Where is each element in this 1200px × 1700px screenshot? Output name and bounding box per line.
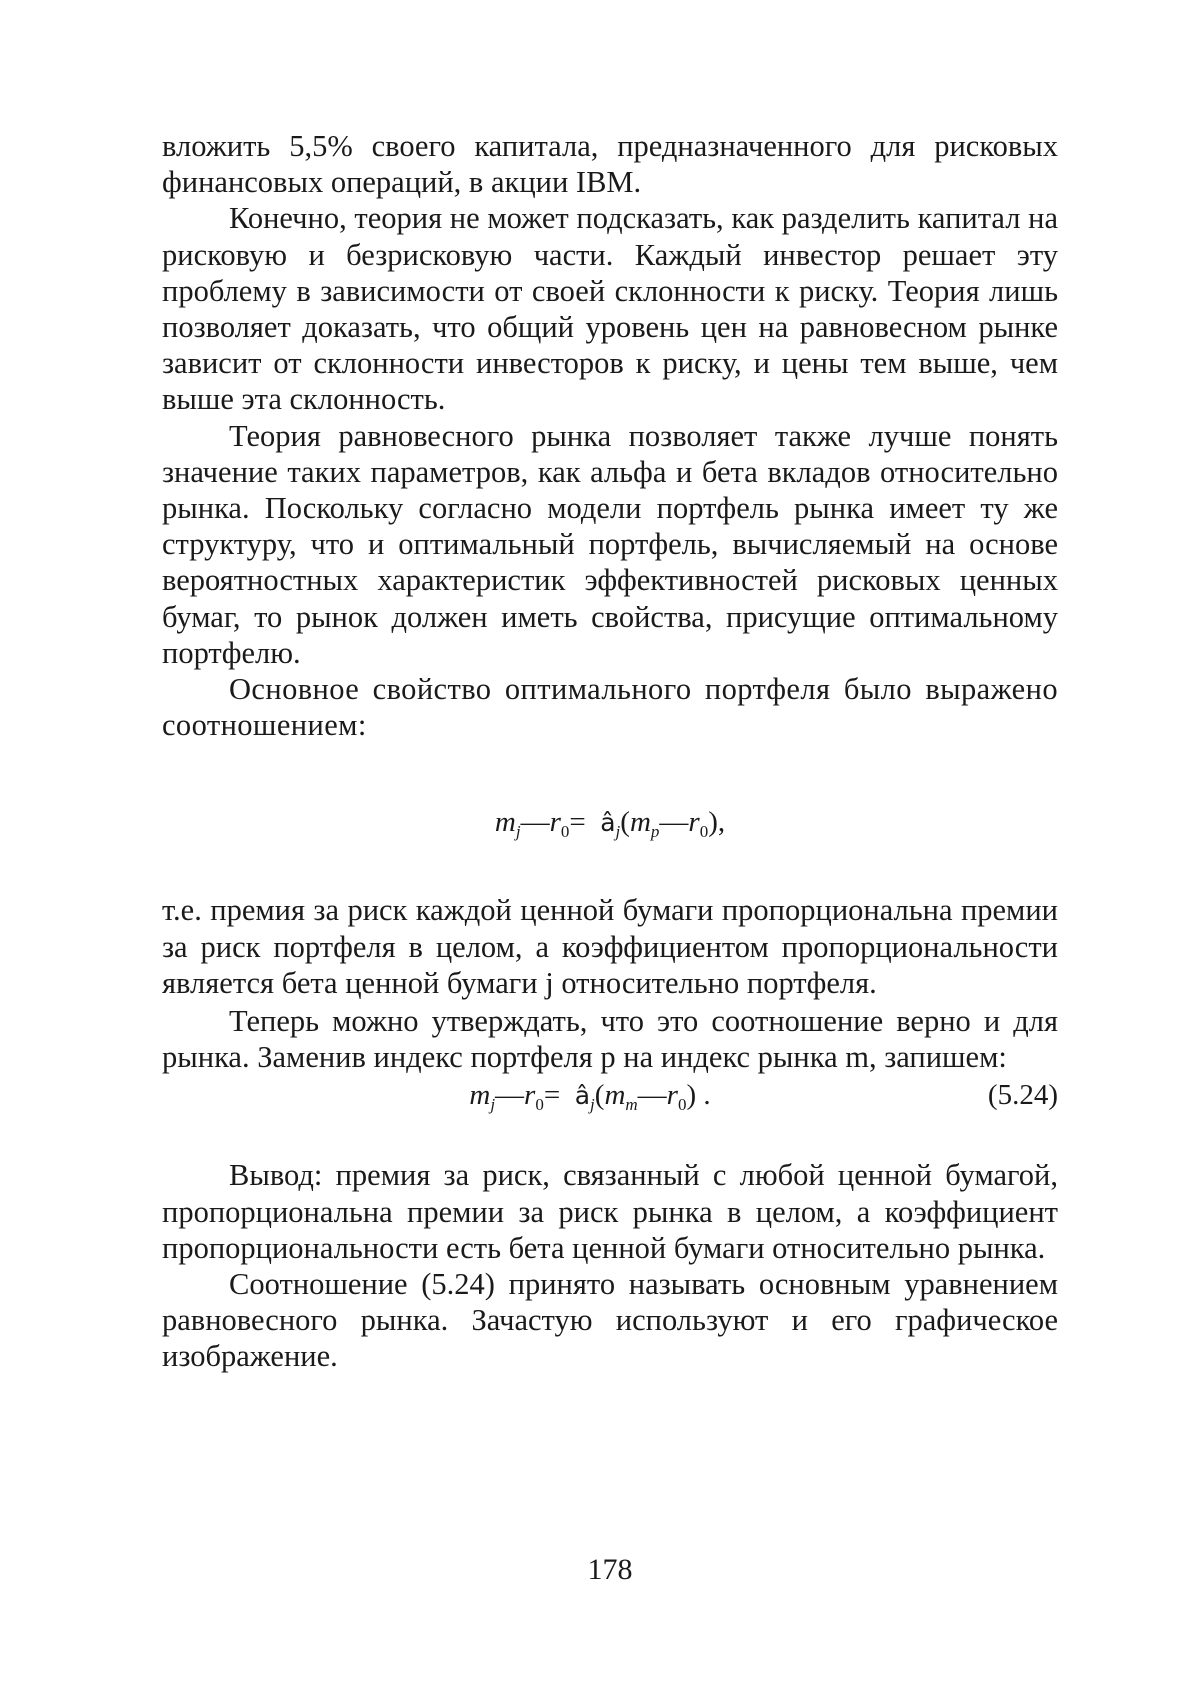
paragraph-main-equation: Соотношение (5.24) принято называть основным уравнением равновесного рынка. Зачастую используют и его графическое изображение. — [162, 1267, 1058, 1374]
formula-subscript: 0 — [699, 822, 709, 842]
formula-term: m — [629, 806, 651, 839]
formula-subscript: p — [650, 822, 660, 842]
book-page — [162, 128, 1058, 1658]
formula-equals: = — [543, 1079, 561, 1112]
formula-minus: — — [659, 806, 689, 839]
formula-term: m — [494, 806, 516, 839]
formula-paren: ), — [708, 806, 726, 839]
formula-minus: — — [520, 806, 550, 839]
formula-subscript: j — [490, 1095, 496, 1115]
formula-term: m — [604, 1079, 626, 1112]
paragraph-theory-limits: Конечно, теория не может подсказать, как разделить капитал на рисковую и безрисковую части. Каждый инвестор решает эту проблему в зависимости от своей склонности к риску. Теория лишь позволяет доказать, что общий уровень цен на равновесном рынке зависит от склонности инвесторов к риску, и цены тем выше, чем выше эта склонность. — [162, 201, 1058, 417]
page-number: 178 — [587, 1553, 633, 1586]
formula-subscript: m — [625, 1095, 638, 1115]
paragraph-market-index: Теперь можно утверждать, что это соотношение верно и для рынка. Заменив индекс портфеля р на индекс рынка m, запишем: — [162, 1004, 1058, 1075]
formula-beta: â — [600, 808, 616, 838]
equation-number: (5.24) — [987, 1079, 1058, 1112]
formula-subscript: j — [615, 822, 621, 842]
paragraph-main-property: Основное свойство оптимального портфеля было выражено соотношением: — [162, 672, 1058, 743]
paragraph-continuation: вложить 5,5% своего капитала, предназначенного для рисковых финансовых операций, в акции IBM. — [162, 129, 1058, 200]
paragraph-equilibrium-theory: Теория равновесного рынка позволяет также лучше понять значение таких параметров, как альфа и бета вкладов относительно рынка. Поскольку согласно модели портфель рынка имеет ту же структуру, что и оптимальный портфель, вычисляемый на основе вероятностных характеристик эффективностей рисковых ценных бумаг, то рынок должен иметь свойства, присущие оптимальному портфелю. — [162, 418, 1058, 670]
formula-market — [162, 1075, 1058, 1115]
formula-minus: — — [495, 1079, 525, 1112]
formula-equals: = — [569, 806, 586, 839]
formula-term: m — [469, 1079, 491, 1112]
formula-subscript: j — [590, 1095, 595, 1115]
formula-portfolio — [162, 802, 1058, 842]
formula-subscript: j — [515, 822, 521, 842]
paragraph-risk-premium: т.е. премия за риск каждой ценной бумаги пропорциональна премии за риск портфеля в целом, а коэффициентом пропорциональности является бета ценной бумаги j относительно портфеля. — [162, 893, 1058, 1000]
formula-minus: — — [637, 1079, 667, 1112]
formula-term: r — [666, 1079, 678, 1112]
formula-paren: ( — [620, 806, 630, 839]
formula-paren: ) . — [686, 1079, 711, 1112]
formula-subscript: 0 — [677, 1095, 687, 1115]
formula-paren: ( — [594, 1079, 605, 1112]
paragraph-conclusion: Вывод: премия за риск, связанный с любой ценной бумагой, пропорциональна премии за риск рынка в целом, а коэффициент пропорциональности есть бета ценной бумаги относительно рынка. — [162, 1158, 1058, 1265]
formula-subscript: 0 — [560, 822, 570, 842]
formula-beta: â — [574, 1081, 591, 1111]
formula-term: r — [524, 1079, 536, 1112]
formula-term: r — [549, 806, 561, 839]
formula-term: r — [688, 806, 700, 839]
formula-subscript: 0 — [535, 1095, 544, 1115]
